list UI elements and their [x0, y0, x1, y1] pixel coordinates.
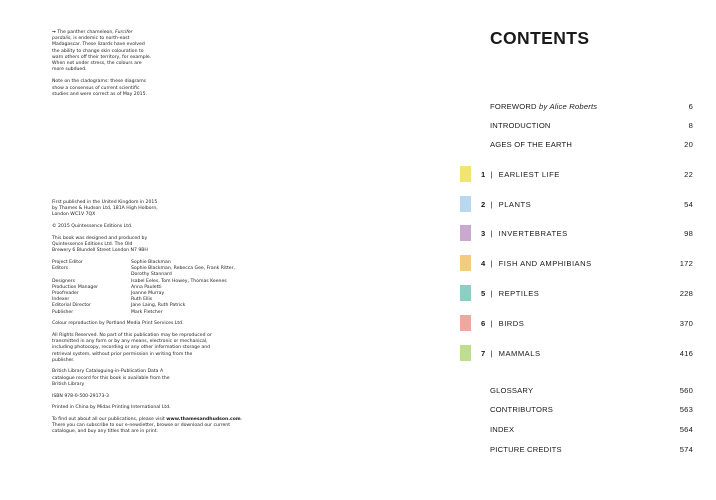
copyright: © 2015 Quintessence Editions Ltd.	[52, 224, 133, 230]
toc-page-number: 228	[679, 289, 693, 298]
imprint	[52, 200, 302, 441]
chapter-color-swatch	[460, 166, 471, 182]
chapter-number: 2	[481, 200, 486, 209]
toc-item[interactable]	[490, 404, 693, 416]
toc-page-number: 8	[688, 121, 693, 130]
toc-chapter[interactable]	[460, 169, 693, 181]
find-out-more: To find out about all our publications, please visit www.thamesandhudson.com. There you can subscribe to our e-newsletter, browse or download our current catalogue, and buy any titles that are in print.	[52, 416, 243, 435]
chapter-title: REPTILES	[498, 289, 540, 298]
toc-page-number: 98	[684, 229, 693, 238]
toc-item[interactable]	[490, 424, 693, 436]
credit-role: Designers	[52, 278, 75, 284]
toc-page-number: 560	[679, 386, 693, 395]
toc-page-number: 6	[688, 102, 693, 111]
website-link[interactable]: www.thamesandhudson.com	[166, 416, 241, 422]
chapter-divider: |	[490, 170, 493, 179]
credit-role: Project Editor	[52, 259, 83, 265]
chapter-color-swatch	[460, 255, 471, 271]
credit-row	[52, 310, 302, 316]
credit-role: Indexer	[52, 297, 70, 303]
foreword-author: Alice Roberts	[549, 102, 598, 111]
designed-by: This book was designed and produced by Quintessence Editions Ltd. The Old Brewery 6 Blundell Street London N7 9BH	[52, 235, 148, 254]
chapter-divider: |	[490, 289, 493, 298]
credit-name: Jane Laing, Ruth Patrick	[131, 303, 186, 309]
chapter-number: 4	[481, 259, 486, 268]
chapter-color-swatch	[460, 196, 471, 212]
toc-item[interactable]	[490, 120, 693, 132]
rights-notice: All Rights Reserved. No part of this publication may be reproduced or transmitted in any form or by any means, electronic or mechanical, including photocopy, recording or any other information storage and retrieval system, without prior permission in writing from the publisher.	[52, 332, 212, 363]
toc-page-number: 563	[679, 405, 693, 414]
chapter-title: BIRDS	[498, 319, 525, 328]
species-name: Furcifer pardalis	[52, 30, 133, 42]
cladogram-note: Note on the cladograms: these diagrams show a consensus of current scientific studies and were correct as of May 2015.	[52, 79, 147, 97]
toc-item[interactable]	[490, 139, 693, 151]
toc-label: INTRODUCTION	[490, 121, 551, 130]
chapter-divider: |	[490, 259, 493, 268]
credit-row	[52, 266, 302, 278]
credit-name: Isabel Eeles, Tom Howey, Thomas Keenes	[131, 278, 227, 284]
toc-chapter[interactable]	[460, 288, 693, 300]
credit-role: Publisher	[52, 309, 74, 315]
toc-page-number: 564	[679, 425, 693, 434]
credit-role: Production Manager	[52, 284, 99, 290]
chapter-number: 5	[481, 289, 486, 298]
credit-role: Editorial Director	[52, 303, 91, 309]
toc-chapter[interactable]	[460, 348, 693, 360]
chapter-divider: |	[490, 200, 493, 209]
toc-page-number: 370	[679, 319, 693, 328]
cataloguing-data: British Library Cataloguing-in-Publication Data A catalogue record for this book is available from the British Library	[52, 369, 170, 387]
credit-name: Mark Fletcher	[131, 309, 163, 315]
chapter-title: PLANTS	[498, 200, 532, 209]
toc-label: AGES OF THE EARTH	[490, 140, 573, 149]
chapter-color-swatch	[460, 285, 471, 301]
toc-item[interactable]	[490, 385, 693, 397]
isbn: ISBN 978-0-500-29173-3	[52, 393, 109, 399]
toc-chapter[interactable]	[460, 318, 693, 330]
credit-role: Editors	[52, 266, 68, 272]
toc-page-number: 574	[679, 445, 693, 454]
chapter-divider: |	[490, 349, 493, 358]
chapter-color-swatch	[460, 345, 471, 361]
credit-name: Sophie Blackman, Rebecca Gee, Frank Ritter, Dorothy Stannard	[131, 266, 235, 278]
toc-label: PICTURE CREDITS	[490, 445, 562, 454]
toc-chapter[interactable]	[460, 199, 693, 211]
toc-chapter[interactable]	[460, 258, 693, 270]
printed-in: Printed in China by Midas Printing International Ltd.	[52, 405, 171, 411]
toc-page-number: 54	[684, 200, 693, 209]
chapter-divider: |	[490, 229, 493, 238]
page-title: CONTENTS	[490, 28, 590, 48]
toc-label: INDEX	[490, 425, 515, 434]
chapter-title: INVERTEBRATES	[498, 229, 568, 238]
colour-reproduction: Colour reproduction by Portland Media Print Services Ltd.	[52, 321, 184, 327]
caption-text: → The panther chameleon, Furcifer pardalis, is endemic to north-east Madagascar. These lizards have evolved the ability to change skin colouration to warn others off their territory, for example. When not under stress, the colours are more subdued.	[52, 30, 152, 73]
toc-label: GLOSSARY	[490, 386, 534, 395]
chapter-divider: |	[490, 319, 493, 328]
toc-page-number: 172	[679, 259, 693, 268]
credit-name: Sophie Blackman	[131, 259, 171, 265]
credit-role: Proofreader	[52, 290, 79, 296]
arrow-icon: →	[52, 30, 56, 35]
toc-chapter[interactable]	[460, 228, 693, 240]
toc-item[interactable]	[490, 444, 693, 456]
toc-label: CONTRIBUTORS	[490, 405, 554, 414]
first-published: First published in the United Kingdom in 2015 by Thames & Hudson Ltd, 181A High Holborn, London WC1V 7QX	[52, 200, 158, 218]
toc-page-number: 22	[684, 170, 693, 179]
credit-name: Ruth Ellis	[131, 297, 153, 303]
chapter-number: 6	[481, 319, 486, 328]
toc-item-foreword[interactable]: FOREWORD by Alice Roberts 6	[490, 102, 693, 111]
toc-page-number: 20	[684, 140, 693, 149]
credits-list	[52, 260, 302, 316]
chapter-number: 3	[481, 229, 486, 238]
photo-caption	[52, 30, 152, 104]
chapter-color-swatch	[460, 225, 471, 241]
chapter-title: MAMMALS	[498, 349, 541, 358]
chapter-number: 1	[481, 170, 486, 179]
chapter-title: FISH AND AMPHIBIANS	[498, 259, 592, 268]
credit-name: Anna Pauletti	[131, 284, 162, 290]
credit-name: Joanne Murray	[131, 290, 165, 296]
chapter-number: 7	[481, 349, 486, 358]
chapter-title: EARLIEST LIFE	[498, 170, 560, 179]
toc-page-number: 416	[679, 349, 693, 358]
chapter-color-swatch	[460, 315, 471, 331]
